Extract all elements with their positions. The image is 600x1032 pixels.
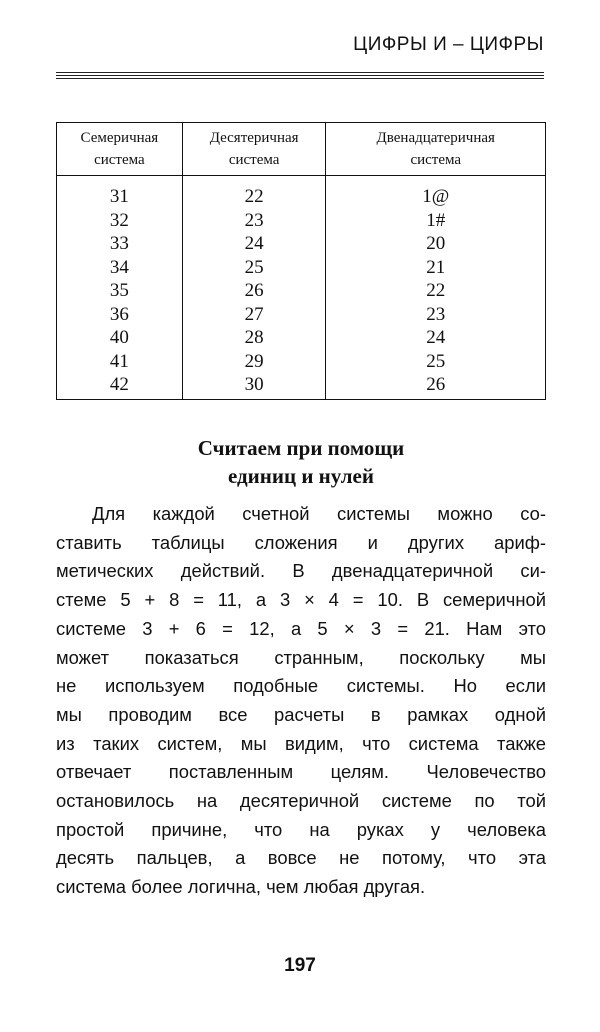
table-cell: 1@	[422, 186, 450, 207]
header-rule	[56, 72, 544, 73]
paragraph-line: простой причине, что на руках у человека	[56, 818, 546, 840]
paragraph-line: мы проводим все расчеты в рамках одной	[56, 703, 546, 725]
table-cell: 26	[182, 279, 326, 303]
paragraph-line: стеме 5 + 8 = 11, а 3 × 4 = 10. В семеричной	[56, 589, 546, 611]
table-cell: 31	[57, 176, 183, 209]
table-header	[57, 123, 546, 176]
table-cell: 25	[182, 256, 326, 280]
table-row	[57, 176, 546, 209]
paragraph-line: метических действий. В двенадцатеричной си-	[56, 560, 546, 582]
table-cell: 32	[57, 209, 183, 233]
table-row	[57, 350, 546, 374]
table-row	[57, 232, 546, 256]
table-cell: 1#	[426, 209, 446, 231]
paragraph-line: не используем подобные системы. Но если	[56, 675, 546, 697]
table-cell: 24	[426, 327, 446, 348]
table-cell: 25	[426, 350, 446, 372]
table-cell: 30	[182, 373, 326, 399]
column-header-septenary: Семеричная система	[57, 123, 183, 176]
column-header-decimal: Десятеричная система	[182, 123, 326, 176]
table-cell: 33	[57, 232, 183, 256]
table-cell: 27	[182, 303, 326, 327]
table-cell: 41	[57, 350, 183, 374]
table-cell: 23	[182, 209, 326, 233]
paragraph-line: отвечает поставленным целям. Человечество	[56, 761, 546, 783]
table-row	[57, 326, 546, 350]
table-cell: 24	[182, 232, 326, 256]
number-systems-table	[56, 122, 546, 400]
table-cell: 35	[57, 279, 183, 303]
page-number: 197	[284, 955, 316, 976]
table-cell: 42	[57, 373, 183, 399]
table-cell: 34	[57, 256, 183, 280]
section-title	[56, 434, 546, 490]
table-row	[57, 303, 546, 327]
paragraph-line: десять пальцев, а вовсе не потому, что эта	[56, 847, 546, 869]
table-row	[57, 279, 546, 303]
paragraph-line: система более логична, чем любая другая.	[56, 876, 426, 898]
section-title-line: Считаем при помощи	[197, 436, 405, 460]
table-cell: 28	[182, 326, 326, 350]
table-row	[57, 373, 546, 399]
section-title-line: единиц и нулей	[228, 464, 374, 488]
column-header-duodecimal: Двенадцатеричная система	[326, 123, 546, 176]
paragraph-line: Для каждой счетной системы можно со-	[92, 503, 546, 524]
running-header: ЦИФРЫ И – ЦИФРЫ	[353, 34, 544, 55]
paragraph-line: ставить таблицы сложения и других ариф-	[56, 531, 546, 553]
table-cell: 29	[182, 350, 326, 374]
paragraph-line: остановилось на десятеричной системе по той	[56, 790, 546, 812]
table-cell: 40	[57, 326, 183, 350]
paragraph-line: из таких систем, мы видим, что система также	[56, 732, 546, 754]
table-cell: 22	[182, 176, 326, 209]
table-cell: 36	[57, 303, 183, 327]
table-body	[57, 176, 546, 400]
table-cell: 23	[426, 303, 446, 325]
paragraph-line: может показаться странным, поскольку мы	[56, 646, 546, 668]
body-paragraph	[56, 500, 546, 902]
header-rule	[56, 75, 544, 76]
table-cell: 20	[426, 233, 446, 254]
table-cell: 22	[426, 280, 446, 301]
table-row	[57, 209, 546, 233]
table-row	[57, 256, 546, 280]
table-cell: 21	[426, 256, 446, 278]
table-cell: 26	[426, 374, 446, 395]
header-rule	[56, 78, 544, 79]
paragraph-line: системе 3 + 6 = 12, а 5 × 3 = 21. Нам это	[56, 617, 546, 639]
